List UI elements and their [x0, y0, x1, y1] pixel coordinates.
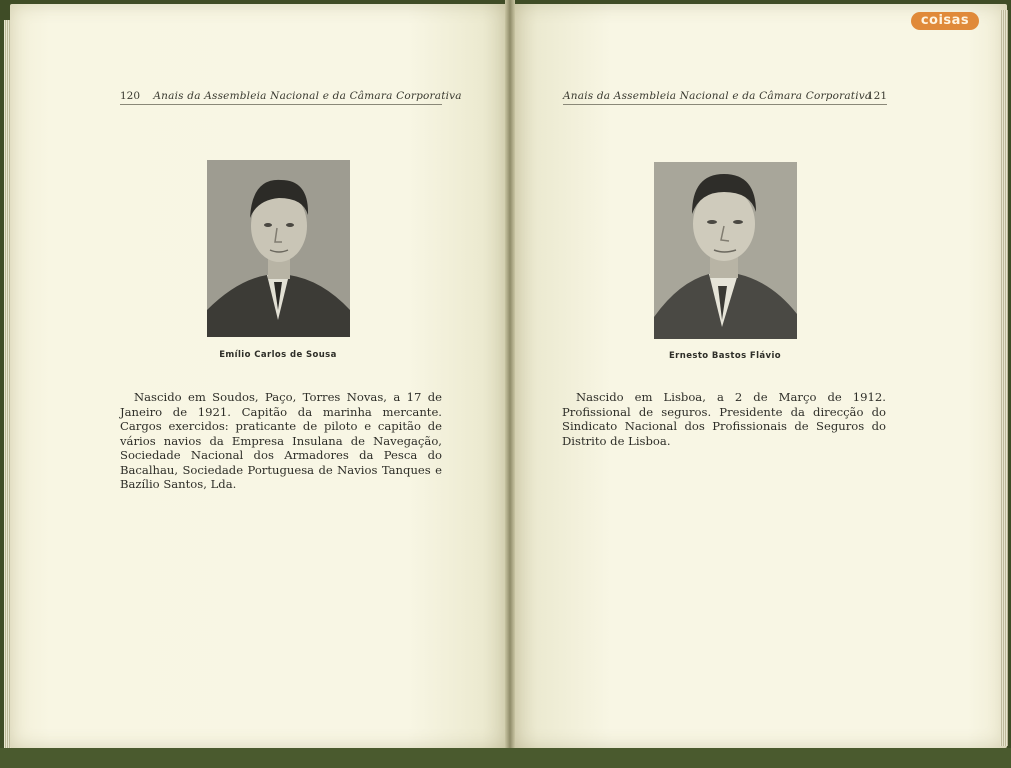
biography-paragraph-right	[562, 390, 886, 448]
photo-caption-right: Ernesto Bastos Flávio	[668, 351, 782, 361]
portrait-right-image	[654, 162, 797, 339]
right-running-title: Anais da Assembleia Nacional e da Câmara Corporativa	[563, 90, 872, 102]
right-page	[513, 4, 1007, 748]
biography-paragraph-left	[120, 390, 442, 492]
book-gutter	[505, 0, 515, 768]
left-page	[10, 4, 507, 748]
left-running-title: Anais da Assembleia Nacional e da Câmara Corporativa	[153, 90, 462, 102]
biography-text-right: Nascido em Lisboa, a 2 de Março de 1912. Profissional de seguros. Presidente da direcção do Sindicato Nacional dos Profissionais de Seguros do Distrito de Lisboa.	[562, 390, 886, 448]
right-running-head	[563, 90, 887, 105]
left-page-number: 120	[120, 90, 141, 102]
right-page-number: 121	[866, 90, 887, 102]
background-strip	[0, 748, 1011, 768]
portrait-left-image	[207, 160, 350, 337]
biography-text-left: Nascido em Soudos, Paço, Torres Novas, a 17 de Janeiro de 1921. Capitão da marinha mercante. Cargos exercidos: praticante de piloto e capitão de vários navios da Empresa Insulana de Navegação, Sociedade Nacional dos Armadores da Pesca do Bacalhau, Sociedade Portuguesa de Navios Tanques e Bazílio Santos, Lda.	[120, 390, 442, 491]
watermark-logo: coisas	[911, 12, 979, 30]
photo-caption-left: Emílio Carlos de Sousa	[219, 350, 337, 360]
left-running-head	[120, 90, 462, 105]
right-page-edges	[1000, 10, 1008, 746]
portrait-photo-left	[207, 160, 350, 337]
portrait-photo-right	[654, 162, 797, 339]
